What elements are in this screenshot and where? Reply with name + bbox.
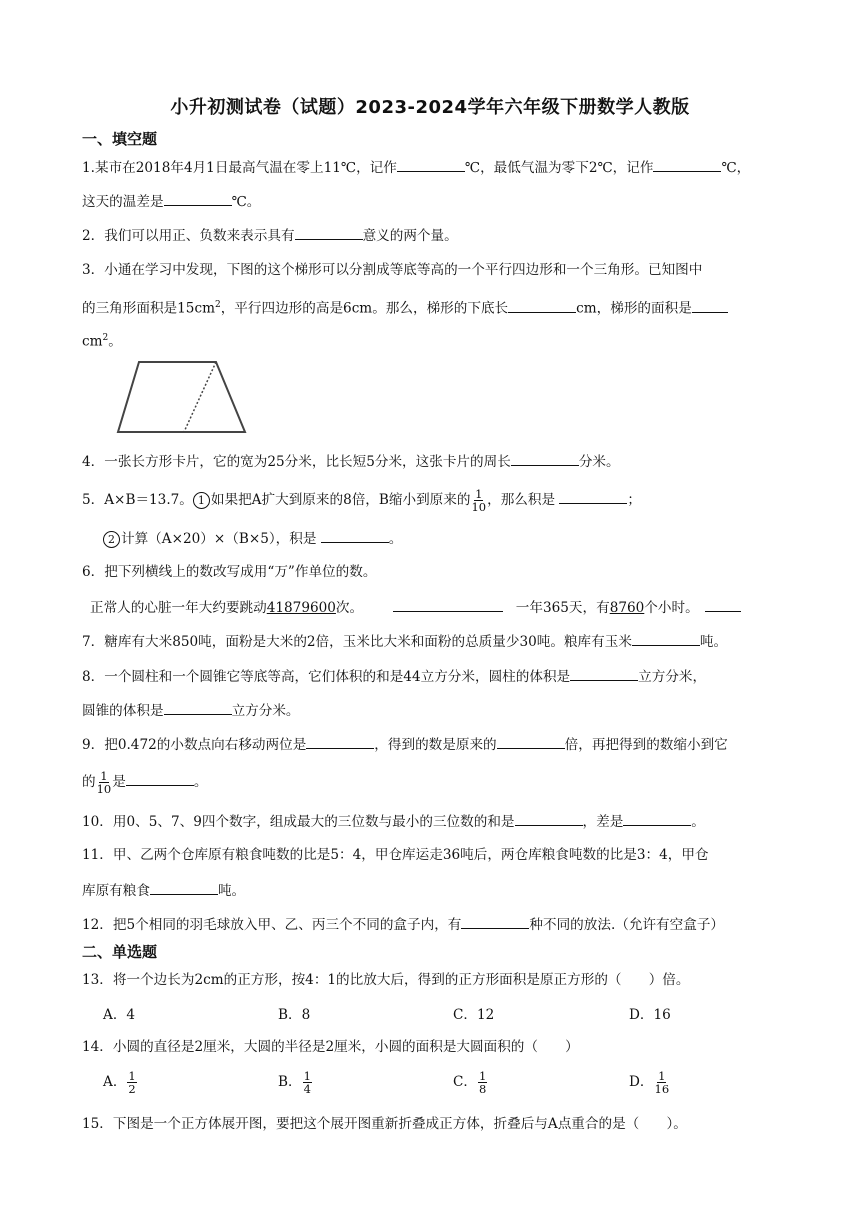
answer-blank[interactable] [692, 297, 728, 313]
answer-blank[interactable] [705, 596, 741, 612]
trapezoid-outline [118, 362, 245, 432]
question-10: 10．用0、5、7、9四个数字，组成最大的三位数与最小的三位数的和是 ，差是 。 [82, 810, 810, 832]
answer-blank[interactable] [508, 297, 576, 313]
answer-blank[interactable] [632, 630, 700, 646]
answer-blank[interactable] [497, 733, 565, 749]
question-9-line-2: 的 $\frac{1}{10}$ 是 。 [82, 769, 208, 796]
answer-blank[interactable] [511, 450, 579, 466]
question-14: 14．小圆的直径是2厘米，大圆的半径是2厘米，小圆的面积是大圆面积的（ ） [82, 1039, 579, 1055]
option-c[interactable]: C．12 [453, 1007, 495, 1023]
answer-blank[interactable] [515, 810, 583, 826]
answer-blank[interactable] [126, 770, 194, 786]
answer-blank[interactable] [150, 879, 218, 895]
option-a[interactable]: A． $\frac{1}{2}$ [103, 1069, 136, 1096]
option-a[interactable]: A．4 [103, 1007, 136, 1023]
option-d[interactable]: D． $\frac{1}{16}$ [629, 1069, 670, 1096]
fraction-one-tenth: $\frac{1}{10}$ [96, 769, 112, 796]
fraction-one-eighth: $\frac{1}{8}$ [479, 1069, 487, 1096]
answer-blank[interactable] [295, 224, 363, 240]
section-single-choice: 二、单选题 [82, 943, 158, 961]
question-6-line-1: 6．把下列横线上的数改写成用“万”作单位的数。 [82, 564, 377, 580]
question-5-line-1: 5．A×B＝13.7。 1 如果把A扩大到原来的8倍，B缩小到原来的 $\frac{1}{10}$ ，那么积是 ； [82, 487, 641, 514]
question-3-line-1: 3．小通在学习中发现，下图的这个梯形可以分割成等底等高的一个平行四边形和一个三角形。已知图中 [82, 262, 703, 278]
option-c[interactable]: C． $\frac{1}{8}$ [453, 1069, 487, 1096]
page-title: 小升初测试卷（试题）2023-2024学年六年级下册数学人教版 [170, 97, 690, 118]
answer-blank[interactable] [393, 596, 503, 612]
question-6-line-2: 正常人的心脏一年大约要跳动41879600次。 一年365天，有8760个小时。 [90, 596, 810, 618]
dashed-divider [184, 362, 216, 432]
answer-blank[interactable] [164, 699, 232, 715]
fraction-one-half: $\frac{1}{2}$ [128, 1069, 136, 1096]
question-9-line-1: 9．把0.472的小数点向右移动两位是 ，得到的数是原来的 倍，再把得到的数缩小到它 [82, 733, 810, 755]
trapezoid-figure [112, 356, 252, 438]
question-11-line-1: 11．甲、乙两个仓库原有粮食吨数的比是5：4，甲仓库运走36吨后，两仓库粮食吨数的比是3：4，甲仓 [82, 847, 709, 863]
answer-blank[interactable] [623, 810, 691, 826]
section-fill-in: 一、填空题 [82, 130, 158, 148]
question-1-line-1: 1.某市在2018年4月1日最高气温在零上11℃，记作 ℃，最低气温为零下2℃，记作 ℃， [82, 156, 810, 178]
question-4: 4．一张长方形卡片，它的宽为25分米，比长短5分米，这张卡片的周长 分米。 [82, 450, 810, 472]
answer-blank[interactable] [559, 488, 627, 504]
circled-one-icon: 1 [193, 492, 210, 509]
option-b[interactable]: B． $\frac{1}{4}$ [278, 1069, 311, 1096]
question-3-line-3: $cm^2$。 [82, 333, 122, 350]
fraction-one-quarter: $\frac{1}{4}$ [303, 1069, 311, 1096]
question-15: 15．下图是一个正方体展开图，要把这个展开图重新折叠成正方体，折叠后与A点重合的是（ ）。 [82, 1116, 687, 1132]
answer-blank[interactable] [653, 156, 721, 172]
answer-blank[interactable] [321, 527, 389, 543]
answer-blank[interactable] [570, 665, 638, 681]
answer-blank[interactable] [164, 190, 232, 206]
answer-blank[interactable] [306, 733, 374, 749]
question-1-line-2: 这天的温差是 ℃。 [82, 190, 810, 212]
question-5-line-2: 2 计算（A×20）×（B×5），积是 。 [103, 527, 810, 549]
question-8-line-1: 8．一个圆柱和一个圆锥它等底等高，它们体积的和是44立方分米，圆柱的体积是 立方分米， [82, 665, 810, 687]
question-13: 13．将一个边长为2cm的正方形，按4：1的比放大后，得到的正方形面积是原正方形的（ ）倍。 [82, 972, 690, 988]
answer-blank[interactable] [461, 913, 529, 929]
question-7: 7．糖库有大米850吨，面粉是大米的2倍，玉米比大米和面粉的总质量少30吨。粮库有玉米 吨。 [82, 630, 810, 652]
question-2: 2．我们可以用正、负数来表示具有 意义的两个量。 [82, 224, 810, 246]
fraction-one-tenth: $\frac{1}{10}$ [471, 487, 487, 514]
option-d[interactable]: D．16 [629, 1007, 671, 1023]
question-11-line-2: 库原有粮食 吨。 [82, 879, 810, 901]
option-b[interactable]: B．8 [278, 1007, 311, 1023]
circled-two-icon: 2 [103, 531, 120, 548]
fraction-one-sixteenth: $\frac{1}{16}$ [654, 1069, 670, 1096]
question-3-line-2: 的三角形面积是$15cm^2$，平行四边形的高是6cm。那么，梯形的下底长 cm，梯形的面积是 [82, 295, 810, 319]
question-12: 12．把5个相同的羽毛球放入甲、乙、丙三个不同的盒子内，有 种不同的放法.（允许有空盒子） [82, 913, 810, 935]
answer-blank[interactable] [397, 156, 465, 172]
question-8-line-2: 圆锥的体积是 立方分米。 [82, 699, 810, 721]
